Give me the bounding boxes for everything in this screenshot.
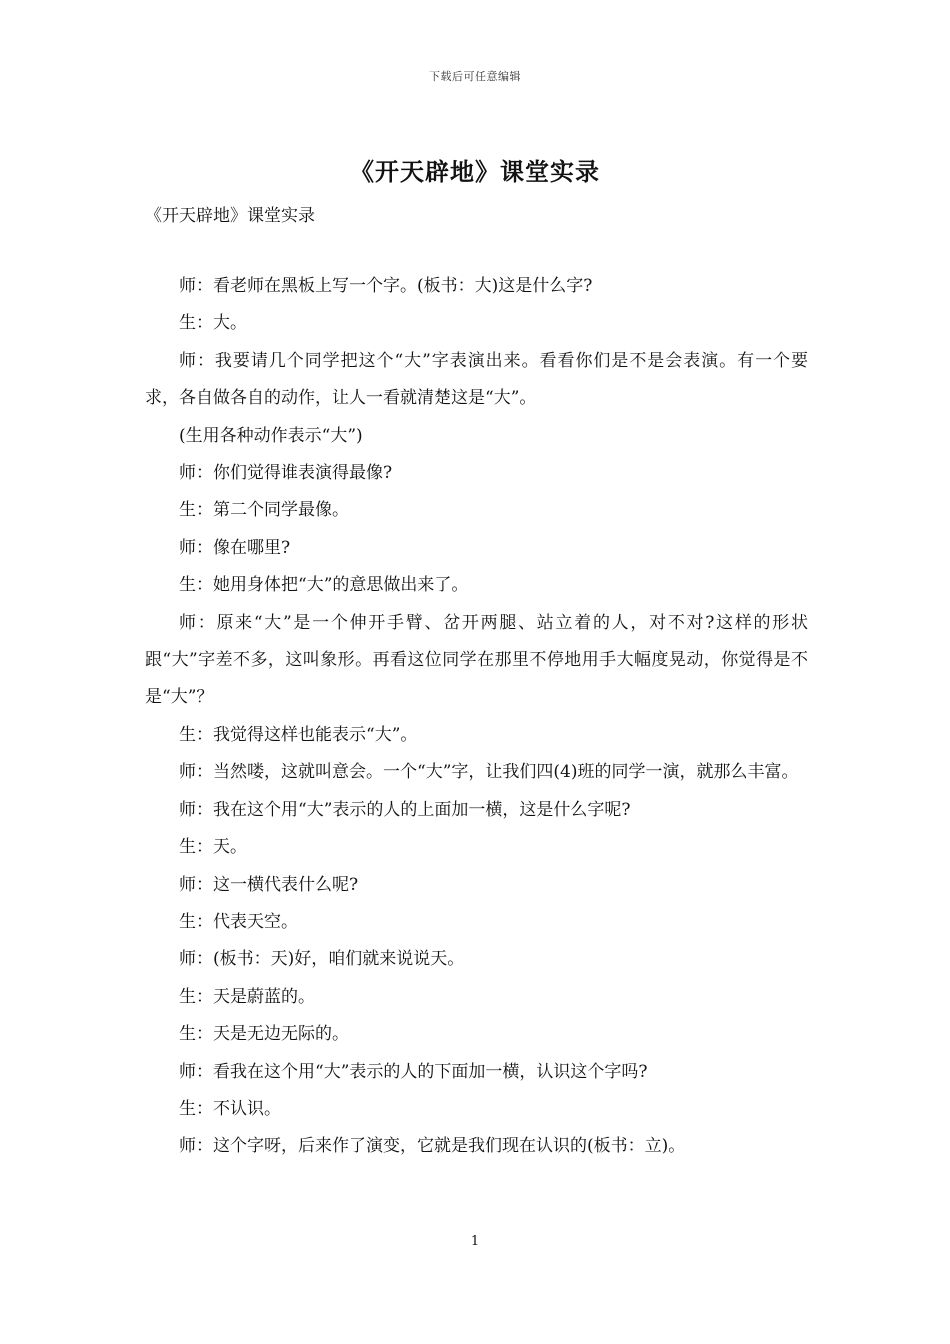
document-title: 《开天辟地》课堂实录 [350, 157, 600, 186]
page-number: 1 [470, 1234, 480, 1249]
paragraph: 生：代表天空。 [179, 911, 298, 932]
transcript-body [145, 268, 808, 1166]
paragraph: 师：像在哪里? [179, 537, 291, 558]
paragraph: 生：天是蔚蓝的。 [179, 986, 315, 1007]
document-subtitle: 《开天辟地》课堂实录 [145, 206, 315, 226]
paragraph: 生：天是无边无际的。 [179, 1024, 349, 1045]
paragraph: 师：看老师在黑板上写一个字。(板书：大)这是什么字? [179, 276, 593, 296]
paragraph: 师：(板书：天)好，咱们就来说说天。 [179, 949, 465, 970]
paragraph: 师：当然喽，这就叫意会。一个“大”字，让我们四(4)班的同学一演，就那么丰富。 [179, 762, 799, 783]
paragraph: 师：我要请几个同学把这个“大”字表演出来。看看你们是不是会表演。有一个要求，各自做各自的动作，让人一看就清楚这是“大”。 [145, 350, 808, 409]
paragraph: 师：原来“大”是一个伸开手臂、岔开两腿、站立着的人，对不对?这样的形状跟“大”字差不多，这叫象形。再看这位同学在那里不停地用手大幅度晃动，你觉得是不是“大”？ [145, 612, 808, 708]
paragraph: 生：不认识。 [179, 1098, 281, 1119]
paragraph: 师：看我在这个用“大”表示的人的下面加一横，认识这个字吗? [179, 1061, 648, 1082]
paragraph: 师：我在这个用“大”表示的人的上面加一横，这是什么字呢? [179, 799, 631, 820]
page-header: 下载后可任意编辑 [429, 70, 521, 83]
paragraph: 生：天。 [179, 837, 247, 858]
paragraph: 生：大。 [179, 313, 247, 334]
paragraph: 师：你们觉得谁表演得最像? [179, 463, 393, 484]
paragraph: 师：这一横代表什么呢? [179, 874, 359, 895]
paragraph: 生：她用身体把“大”的意思做出来了。 [179, 575, 469, 596]
paragraph: 师：这个字呀，后来作了演变，它就是我们现在认识的(板书：立)。 [179, 1136, 686, 1157]
paragraph: 生：我觉得这样也能表示“大”。 [179, 724, 418, 745]
paragraph: 生：第二个同学最像。 [179, 500, 349, 521]
paragraph: (生用各种动作表示“大”) [179, 425, 363, 446]
